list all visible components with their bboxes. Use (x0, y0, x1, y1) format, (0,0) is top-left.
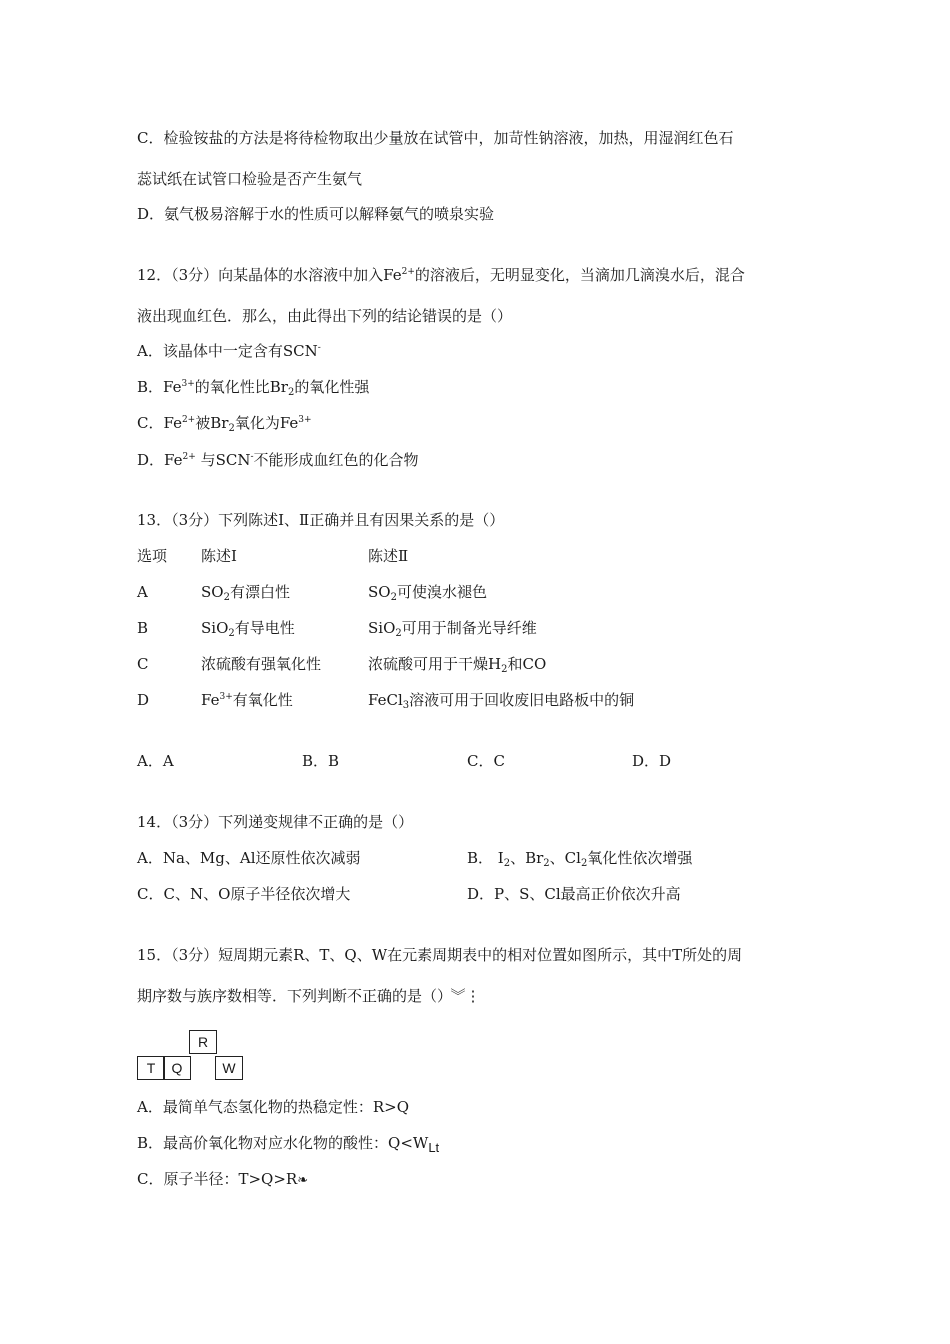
q15-option-b: B．最高价氧化物对应水化物的酸性：Q<WLt (137, 1134, 440, 1155)
table-row-a-statement2: $SO_2$可使溴水褪色 (368, 583, 487, 603)
q15-stem-line2: 期序数与族序数相等．下列判断不正确的是（） ︾⋮ (137, 987, 481, 1005)
table-row-c-statement1: 浓硫酸有强氧化性 (201, 655, 322, 673)
q14-stem: 14．（3分）下列递变规律不正确的是（） (137, 813, 414, 831)
q13-stem: 13．（3分）下列陈述Ⅰ、Ⅱ正确并且有因果关系的是（） (137, 511, 505, 529)
table-row-d-option: D (137, 691, 150, 709)
q13-choice-b: B．B (302, 752, 340, 770)
table-row-a-statement1: $SO_2$有漂白性 (201, 583, 290, 603)
table-row-b-option: B (137, 619, 149, 637)
grid-cell-q: Q (163, 1056, 191, 1080)
q15-option-c-artifact: ❧ (297, 1173, 309, 1188)
q15-option-a: A．最简单气态氢化物的热稳定性：R>Q (137, 1098, 409, 1116)
q12-stem-line2: 液出现血红色．那么，由此得出下列的结论错误的是（） (137, 307, 513, 325)
q12-stem-line1: 12．（3分）向某晶体的水溶液中加入$Fe^{2+}$的溶液后，无明显变化，当滴加几滴溴水后，混合 (137, 266, 745, 284)
grid-cell-w: W (215, 1056, 243, 1080)
q12-option-d: D．$Fe^{2+}$ 与SCN-不能形成血红色的化合物 (137, 451, 419, 469)
table-row-d-statement2: FeCl$_3$溶液可用于回收废旧电路板中的铜 (368, 691, 635, 711)
q15-option-c: C．原子半径：T>Q>R❧ (137, 1170, 309, 1188)
table-row-a-option: A (137, 583, 148, 601)
table-row-b-statement1: SiO$_2$有导电性 (201, 619, 295, 639)
q12-option-a: A．该晶体中一定含有SCN- (137, 342, 321, 360)
table-row-c-option: C (137, 655, 149, 673)
q11-option-c-line1: C．检验铵盐的方法是将待检物取出少量放在试管中，加苛性钠溶液，加热，用湿润红色石 (137, 129, 734, 147)
q13-choice-c: C．C (467, 752, 505, 770)
q14-option-d: D．P、S、Cl最高正价依次升高 (467, 885, 681, 903)
q15-option-b-artifact: Lt (428, 1140, 440, 1155)
q15-stem-line1: 15．（3分）短周期元素R、T、Q、W在元素周期表中的相对位置如图所示，其中T所处的周 (137, 946, 743, 964)
table-row-b-statement2: SiO$_2$可用于制备光导纤维 (368, 619, 537, 639)
q11-option-c-line2: 蕊试纸在试管口检验是否产生氨气 (137, 170, 363, 188)
q13-choice-a: A．A (137, 752, 174, 770)
table-row-d-statement1: $Fe^{3+}$有氧化性 (201, 691, 293, 709)
q14-option-a: A．Na、Mg、Al还原性依次减弱 (137, 849, 361, 867)
grid-cell-t: T (137, 1056, 165, 1080)
q12-option-c: C．$Fe^{2+}$被$Br_2$氧化为$Fe^{3+}$ (137, 414, 312, 434)
table-header-option: 选项 (137, 547, 168, 565)
q15-scan-mark: ︾⋮ (450, 987, 481, 1005)
table-header-statement2: 陈述Ⅱ (368, 547, 409, 565)
table-header-statement1: 陈述Ⅰ (201, 547, 237, 565)
q14-option-c: C．C、N、O原子半径依次增大 (137, 885, 351, 903)
grid-cell-r: R (189, 1030, 217, 1054)
q14-option-b: B． $I_2$、$Br_2$、$Cl_2$氧化性依次增强 (467, 849, 693, 869)
q12-option-b: B．$Fe^{3+}$的氧化性比$Br_2$的氧化性强 (137, 378, 370, 398)
table-row-c-statement2: 浓硫酸可用于干燥$H_2$和CO (368, 655, 547, 675)
q11-option-d: D．氨气极易溶解于水的性质可以解释氨气的喷泉实验 (137, 205, 495, 223)
q13-choice-d: D．D (632, 752, 672, 770)
